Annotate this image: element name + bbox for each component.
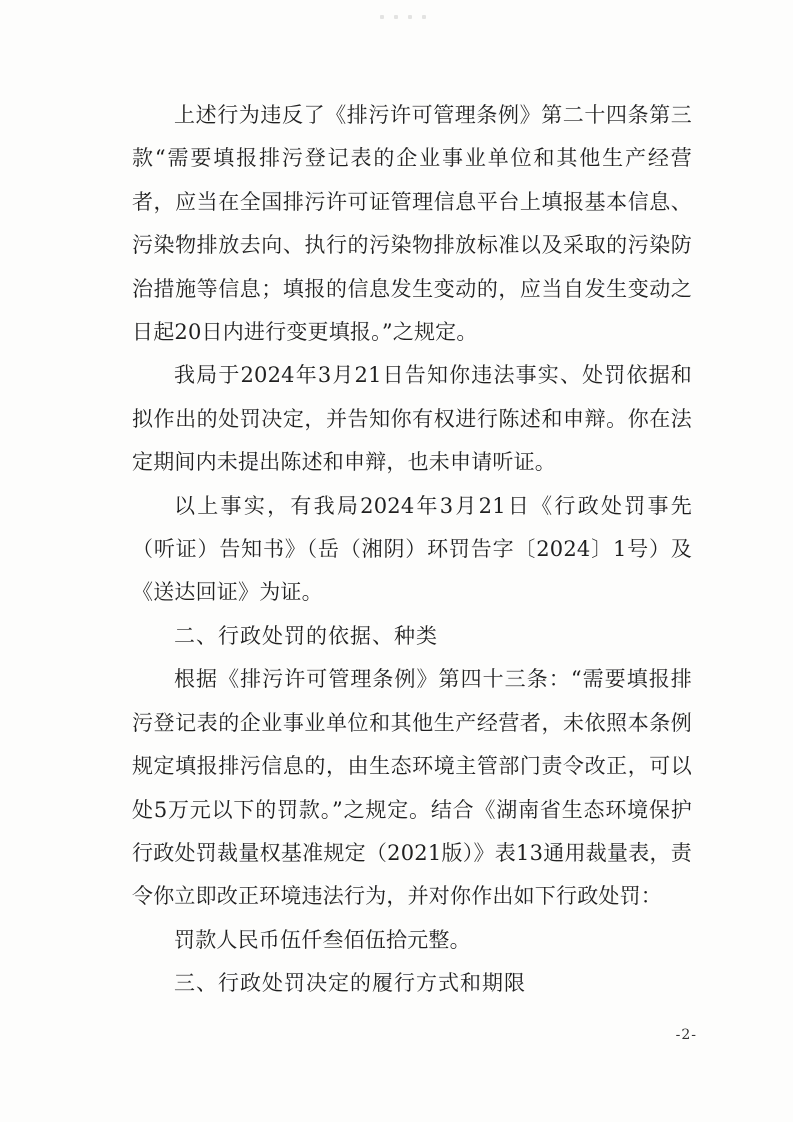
page-number: -2- <box>675 1027 697 1043</box>
document-body <box>132 94 692 1006</box>
scan-dot <box>422 15 426 19</box>
scan-dot <box>380 15 384 19</box>
scan-dot <box>394 15 398 19</box>
paragraph-legal-basis: 根据《排污许可管理条例》第四十三条：“需要填报排污登记表的企业事业单位和其他生产经营者，未依照本条例规定填报排污信息的，由生态环境主管部门责令改正，可以处5万元以下的罚款。”之规定。结合《湖南省生态环境保护行政处罚裁量权基准规定（2021版）》表13通用裁量表，责令你立即改正环境违法行为，并对你作出如下行政处罚： <box>132 667 692 909</box>
paragraph-violation: 上述行为违反了《排污许可管理条例》第二十四条第三款“需要填报排污登记表的企业事业单位和其他生产经营者，应当在全国排污许可证管理信息平台上填报基本信息、污染物排放去向、执行的污染物排放标准以及采取的污染防治措施等信息；填报的信息发生变动的，应当自发生变动之日起20日内进行变更填报。”之规定。 <box>132 103 692 345</box>
section-heading-basis: 二、行政处罚的依据、种类 <box>174 623 438 648</box>
scan-dot <box>408 15 412 19</box>
paragraph-notification: 我局于2024年3月21日告知你违法事实、处罚依据和拟作出的处罚决定，并告知你有权进行陈述和申辩。你在法定期间内未提出陈述和申辩，也未申请听证。 <box>132 363 692 475</box>
scan-artifact <box>380 4 470 10</box>
paragraph-evidence: 以上事实，有我局2024年3月21日《行政处罚事先（听证）告知书》（岳（湘阴）环罚告字〔2024〕1号）及《送达回证》为证。 <box>132 493 692 605</box>
paragraph-fine: 罚款人民币伍仟叁佰伍拾元整。 <box>174 927 471 952</box>
section-heading-execution: 三、行政处罚决定的履行方式和期限 <box>174 971 526 996</box>
